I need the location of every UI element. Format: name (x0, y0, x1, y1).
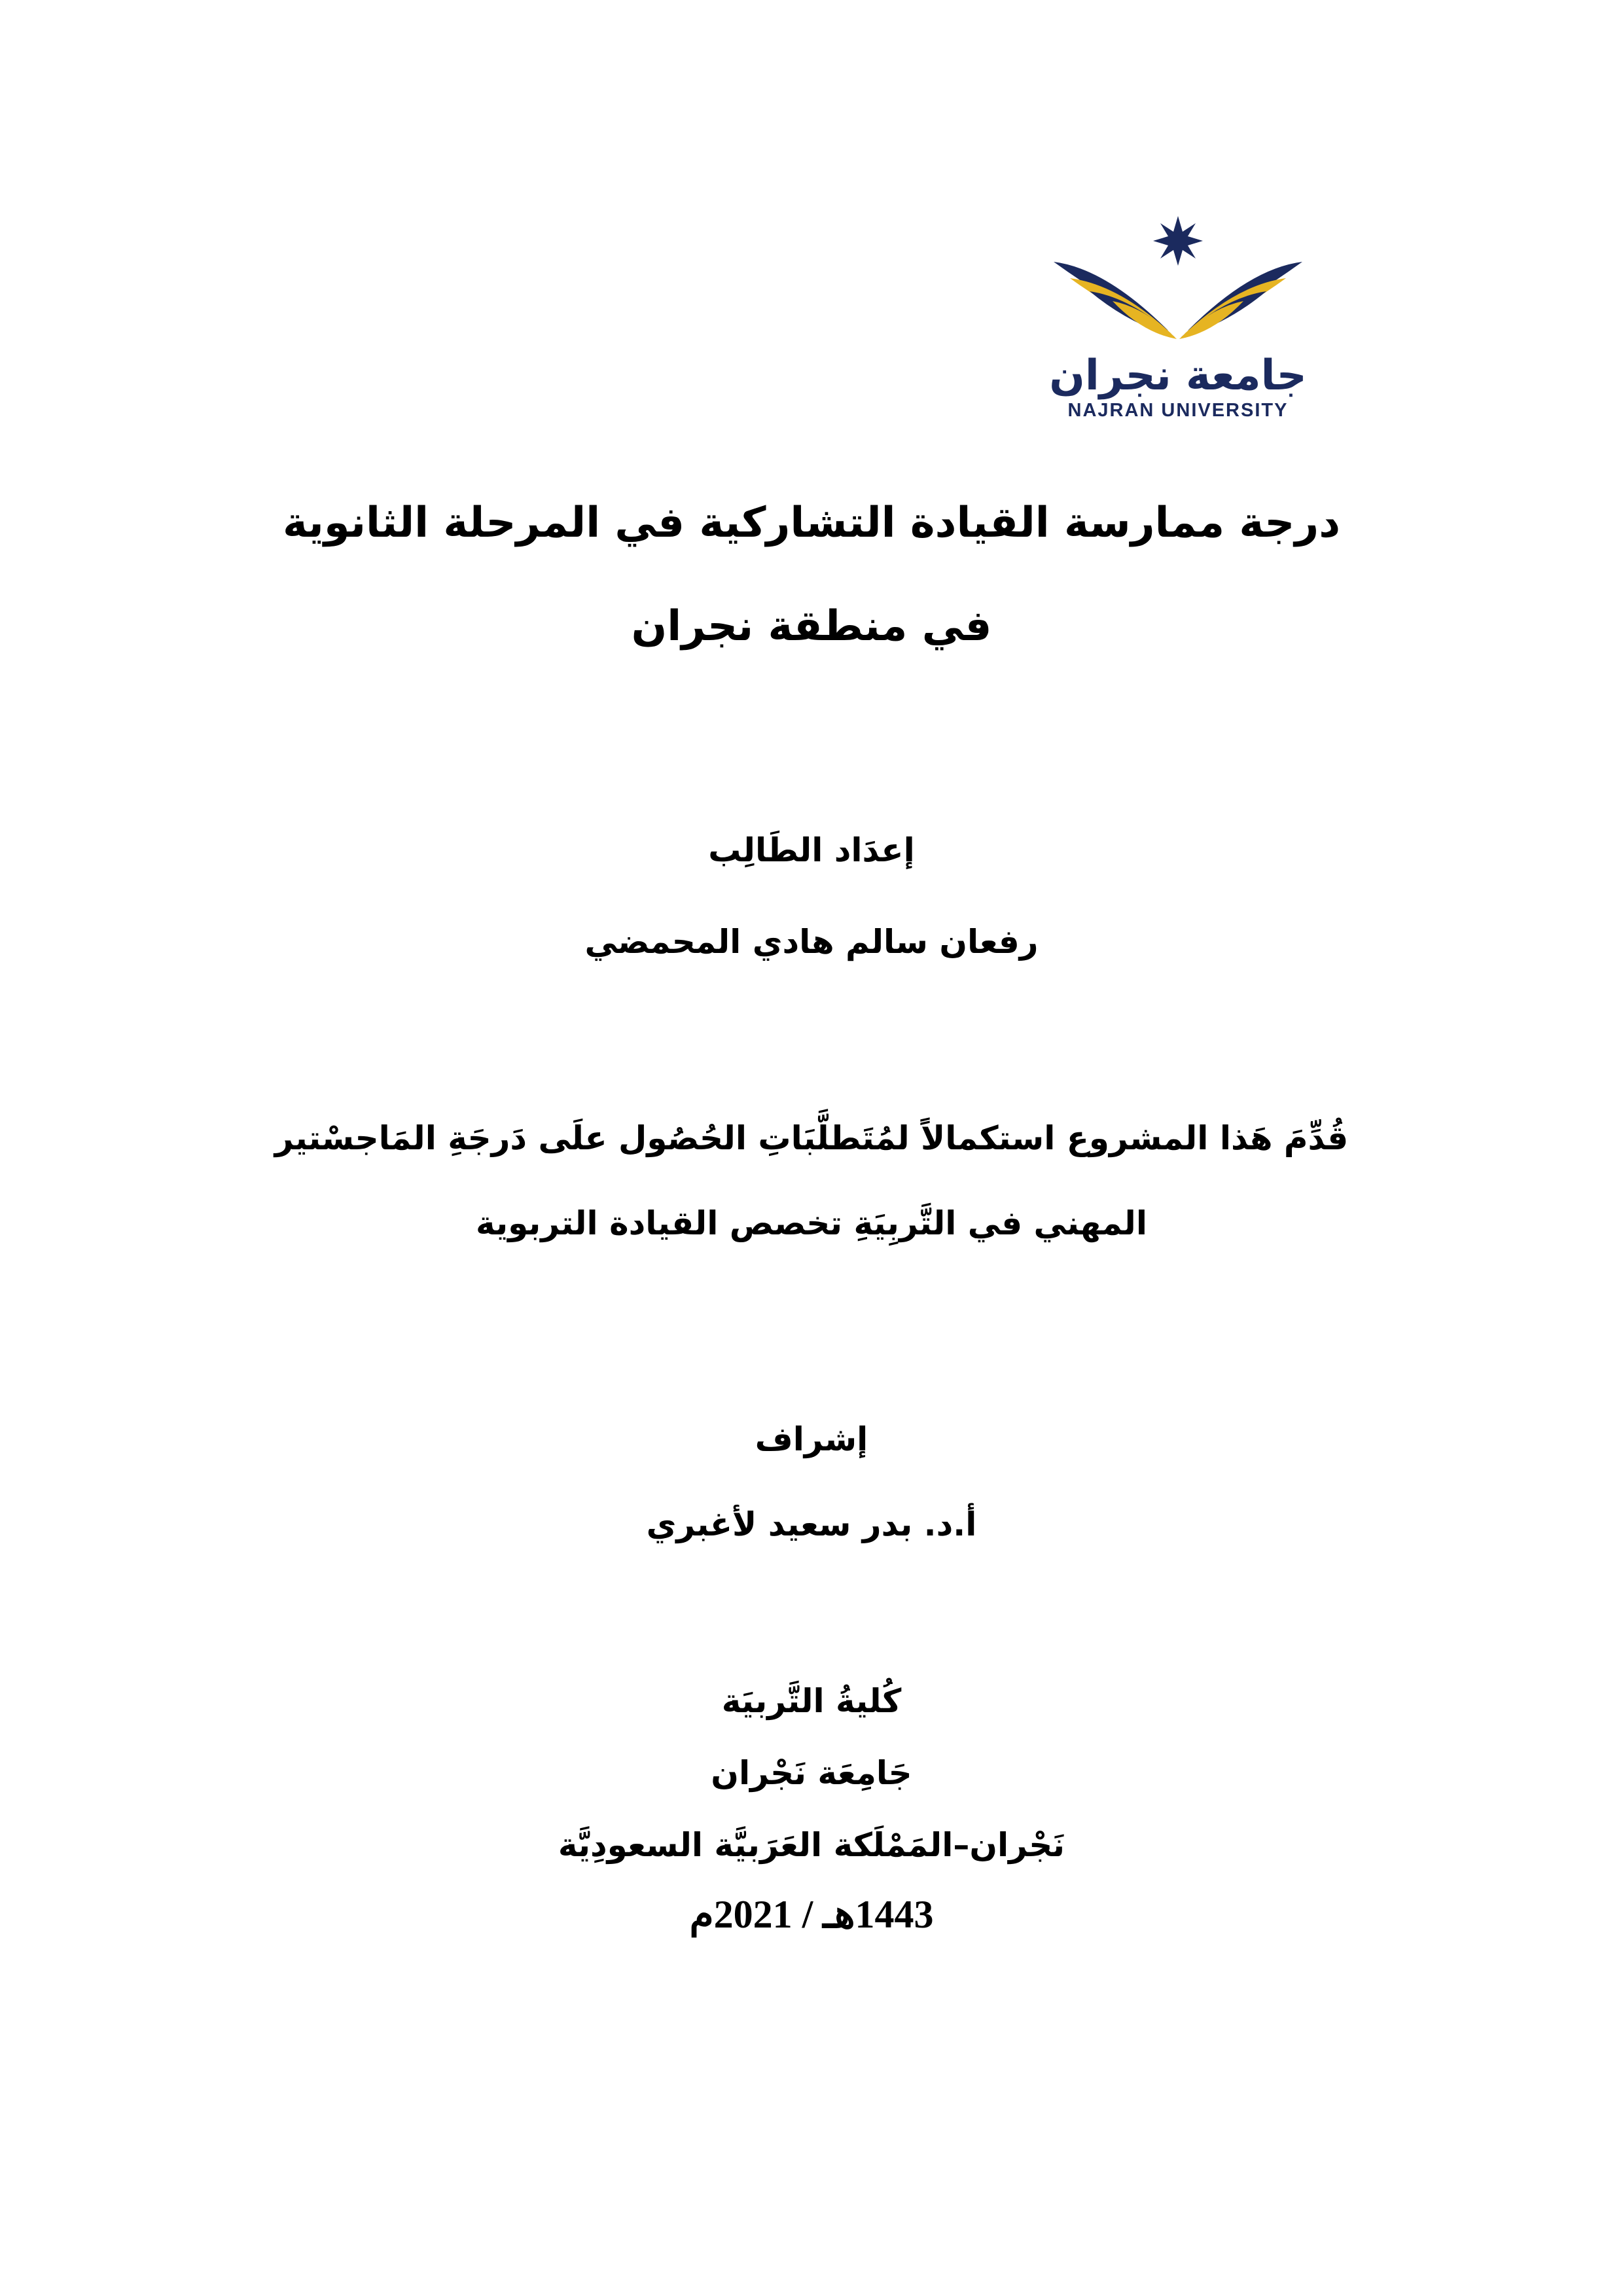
author-label: إعدَاد الطَالِب (708, 831, 915, 869)
date: 1443هـ / 2021م (689, 1893, 934, 1936)
logo-arabic-name: جامعة نجران (1049, 351, 1307, 400)
submission-statement-line1: قُدِّمَ هَذا المشروع استكمالاً لمُتَطلَّبَاتِ الحُصُول علَى دَرجَةِ المَاجسْتير (274, 1119, 1349, 1157)
supervisor-name: أ.د. بدر سعيد لأغبري (646, 1505, 977, 1543)
college-name: كُليةُ التَّربيَة (721, 1682, 902, 1720)
submission-statement-line2: المهني في التَّربِيَةِ تخصص القيادة التربوية (476, 1204, 1147, 1242)
thesis-title-line2: في منطقة نجران (631, 602, 992, 651)
author-name: رفعان سالم هادي المحمضي (584, 923, 1039, 961)
wings-icon (1054, 262, 1302, 339)
location: نَجْران–المَمْلَكة العَرَبيَّة السعودِيَّة (558, 1826, 1065, 1864)
university-logo (1034, 216, 1322, 425)
thesis-title-line1: درجة ممارسة القيادة التشاركية في المرحلة الثانوية (282, 499, 1341, 547)
university-name: جَامِعَة نَجْران (711, 1754, 912, 1792)
star-icon (1153, 216, 1203, 266)
supervision-label: إشراف (755, 1420, 868, 1458)
logo-english-name: NAJRAN UNIVERSITY (1067, 400, 1289, 421)
